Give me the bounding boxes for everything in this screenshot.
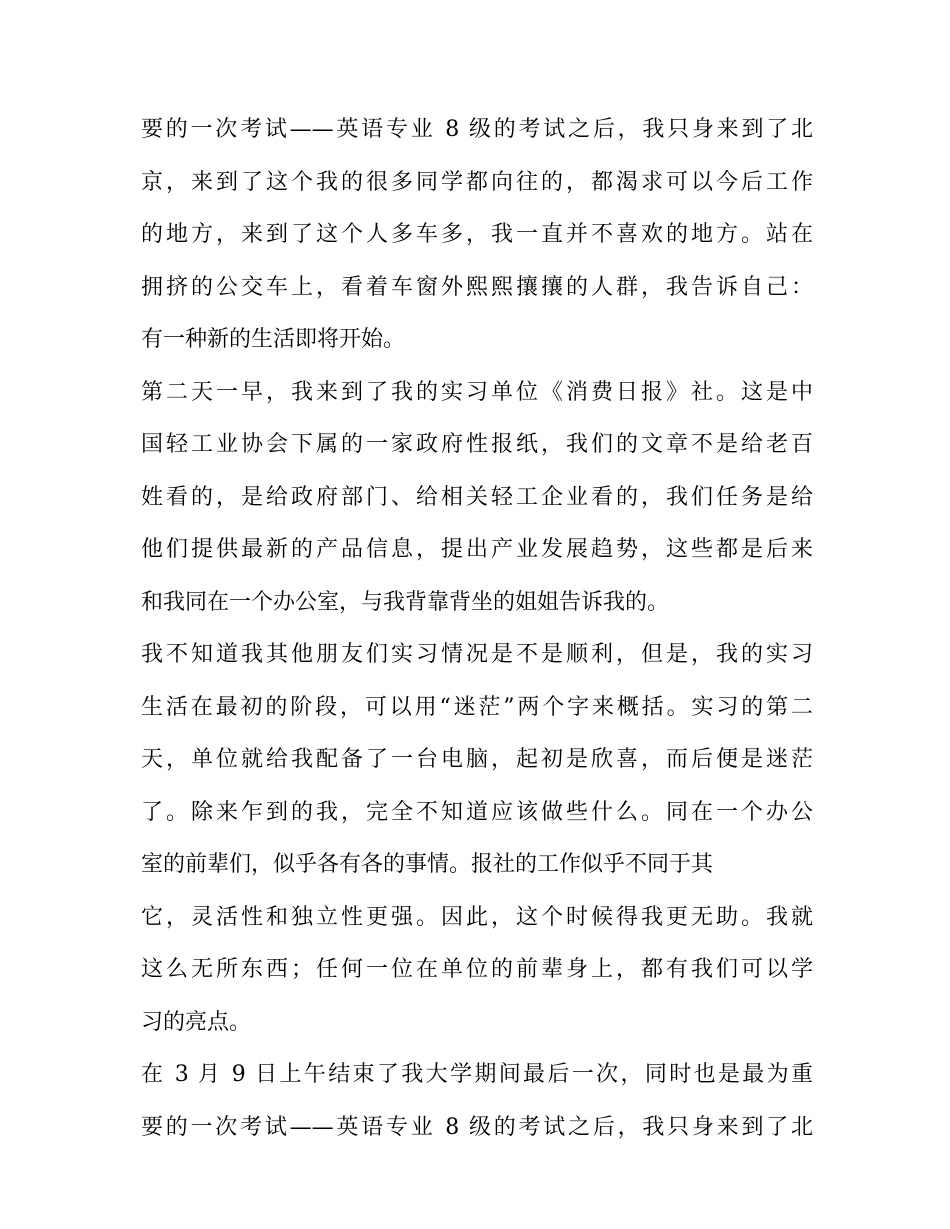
text-line: 要的一次考试——英语专业 8 级的考试之后，我只身来到了北 bbox=[141, 1114, 813, 1140]
paragraph-3 bbox=[141, 629, 813, 1049]
text-line: 要的一次考试——英语专业 8 级的考试之后，我只身来到了北 bbox=[141, 117, 813, 142]
text-line: 和我同在一个办公室，与我背靠背坐的姐姐告诉我的。 bbox=[141, 589, 670, 615]
text-line: 了。除来乍到的我，完全不知道应该做些什么。同在一个办公 bbox=[141, 799, 813, 825]
text-line: 天，单位就给我配备了一台电脑，起初是欣喜，而后便是迷茫 bbox=[141, 747, 813, 772]
text-line: 这么无所东西；任何一位在单位的前辈身上，都有我们可以学 bbox=[141, 957, 813, 982]
text-line: 姓看的，是给政府部门、给相关轻工企业看的，我们任务是给 bbox=[141, 484, 813, 510]
text-line: 我不知道我其他朋友们实习情况是不是顺利，但是，我的实习 bbox=[141, 642, 813, 667]
paragraph-4 bbox=[141, 1049, 813, 1154]
text-line: 它，灵活性和独立性更强。因此，这个时候得我更无助。我就 bbox=[141, 904, 813, 930]
body-text bbox=[141, 104, 813, 1154]
text-line: 习的亮点。 bbox=[141, 1009, 252, 1035]
text-line: 国轻工业协会下属的一家政府性报纸，我们的文章不是给老百 bbox=[141, 432, 813, 457]
text-line: 有一种新的生活即将开始。 bbox=[141, 327, 406, 352]
text-line: 在 3 月 9 日上午结束了我大学期间最后一次，同时也是最为重 bbox=[141, 1062, 813, 1087]
text-line: 生活在最初的阶段，可以用“迷茫”两个字来概括。实习的第二 bbox=[141, 694, 813, 720]
text-line: 拥挤的公交车上，看着车窗外熙熙攘攘的人群，我告诉自己： bbox=[141, 274, 813, 300]
paragraph-1 bbox=[141, 104, 813, 367]
text-line: 第二天一早，我来到了我的实习单位《消费日报》社。这是中 bbox=[141, 379, 813, 405]
paragraph-2 bbox=[141, 367, 813, 630]
text-line: 他们提供最新的产品信息，提出产业发展趋势，这些都是后来 bbox=[141, 537, 813, 562]
text-line: 的地方，来到了这个人多车多，我一直并不喜欢的地方。站在 bbox=[141, 222, 813, 247]
text-line: 室的前辈们，似乎各有各的事情。报社的工作似乎不同于其 bbox=[141, 852, 714, 877]
text-line: 京，来到了这个我的很多同学都向往的，都渴求可以今后工作 bbox=[141, 169, 813, 195]
